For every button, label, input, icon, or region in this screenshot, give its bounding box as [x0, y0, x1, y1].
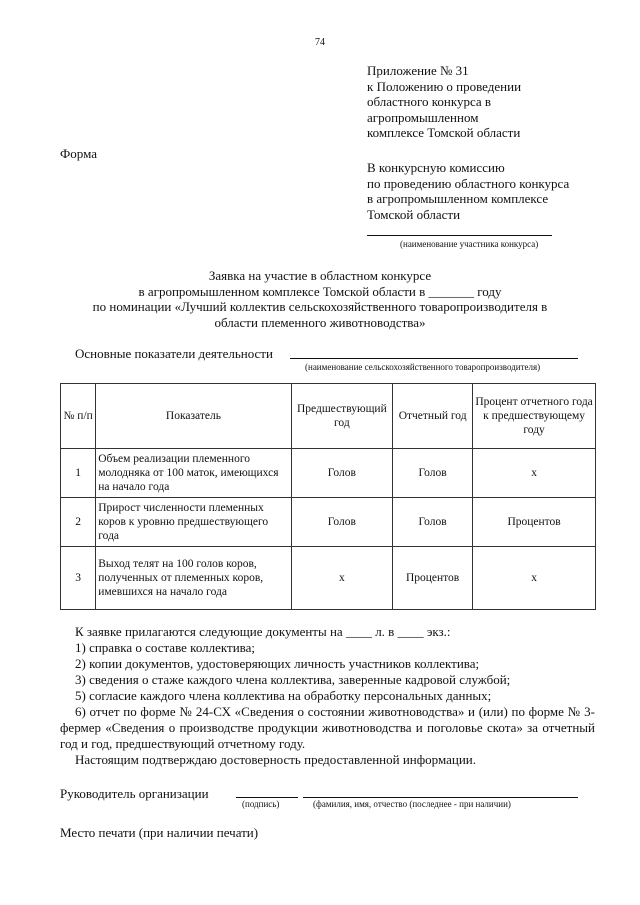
- documents-list: [60, 624, 595, 768]
- indicators-label: Основные показатели деятельности: [75, 346, 273, 361]
- document-item: 1) справка о составе коллектива;: [75, 640, 256, 655]
- head-of-organization-label: Руководитель организации: [60, 786, 209, 801]
- appendix-line: областного конкурса в: [367, 94, 492, 109]
- recipient-line: в агропромышленном комплексе: [367, 191, 549, 206]
- title-line: по номинации «Лучший коллектив сельскохозяйственного товаропроизводителя в: [92, 299, 548, 314]
- signature-line: [236, 797, 298, 798]
- application-title: [40, 268, 600, 330]
- cell-indicator: Прирост численности племенных коров к уровню предшествующего года: [96, 498, 291, 547]
- cell-previous-year: х: [291, 547, 392, 610]
- header-number: № п/п: [61, 384, 96, 449]
- indicators-table: [60, 383, 596, 610]
- appendix-line: агропромышленном: [367, 109, 479, 125]
- cell-percent: х: [473, 449, 596, 498]
- cell-percent: х: [473, 547, 596, 610]
- cell-indicator: Объем реализации племенного молодняка от 100 маток, имеющихся на начало года: [96, 449, 291, 498]
- table-row: [61, 498, 596, 547]
- title-line: в агропромышленном комплексе Томской области в _______ году: [138, 283, 502, 299]
- participant-name-line: [367, 235, 552, 236]
- cell-previous-year: Голов: [291, 498, 392, 547]
- cell-number: 2: [61, 498, 96, 547]
- recipient-line: В конкурсную комиссию: [367, 160, 505, 175]
- cell-number: 1: [61, 449, 96, 498]
- document-item: 5) согласие каждого члена коллектива на обработку персональных данных;: [75, 688, 492, 703]
- recipient-block: [367, 160, 569, 222]
- full-name-line: [303, 797, 578, 798]
- cell-reporting-year: Голов: [393, 449, 473, 498]
- appendix-block: [367, 63, 521, 141]
- cell-indicator: Выход телят на 100 голов коров, полученных от племенных коров, имевшихся на начало года: [96, 547, 291, 610]
- table-row: [61, 547, 596, 610]
- document-item: 2) копии документов, удостоверяющих личность участников коллектива;: [75, 656, 480, 671]
- header-indicator: Показатель: [96, 384, 291, 449]
- confirmation-text: Настоящим подтверждаю достоверность предоставленной информации.: [75, 752, 477, 767]
- table-header-row: [61, 384, 596, 449]
- header-reporting-year: Отчетный год: [393, 384, 473, 449]
- producer-name-caption: (наименование сельскохозяйственного товаропроизводителя): [305, 362, 541, 372]
- header-percent: Процент отчетного года к предшествующему году: [473, 384, 596, 449]
- table-row: [61, 449, 596, 498]
- header-previous-year: Предшествующий год: [291, 384, 392, 449]
- signature-caption: (подпись): [242, 799, 280, 809]
- recipient-line: Томской области: [367, 206, 461, 222]
- participant-name-caption: (наименование участника конкурса): [400, 239, 539, 249]
- title-line: области племенного животноводства»: [214, 314, 426, 330]
- producer-name-line: [290, 358, 578, 359]
- form-label: Форма: [60, 146, 97, 161]
- document-item: 3) сведения о стаже каждого члена коллектива, заверенные кадровой службой;: [75, 672, 511, 687]
- appendix-line: к Положению о проведении: [367, 78, 522, 94]
- appendix-line: Приложение № 31: [367, 63, 469, 78]
- cell-previous-year: Голов: [291, 449, 392, 498]
- recipient-line: по проведению областного конкурса: [367, 175, 570, 191]
- documents-intro: К заявке прилагаются следующие документы на ____ л. в ____ экз.:: [75, 624, 451, 639]
- title-line: Заявка на участие в областном конкурсе: [208, 268, 432, 283]
- cell-reporting-year: Процентов: [393, 547, 473, 610]
- page-number: 74: [315, 37, 325, 48]
- cell-reporting-year: Голов: [393, 498, 473, 547]
- cell-number: 3: [61, 547, 96, 610]
- document-item: 6) отчет по форме № 24-СХ «Сведения о состоянии животноводства» и (или) по форме № 3-фермер «Сведения о производстве продукции животноводства и поголовье скота» за отчетный год и год, предшествующий отчетному году.: [60, 704, 595, 751]
- full-name-caption: (фамилия, имя, отчество (последнее - при наличии): [313, 799, 511, 809]
- stamp-place-label: Место печати (при наличии печати): [60, 825, 259, 840]
- cell-percent: Процентов: [473, 498, 596, 547]
- appendix-line: комплексе Томской области: [367, 125, 521, 140]
